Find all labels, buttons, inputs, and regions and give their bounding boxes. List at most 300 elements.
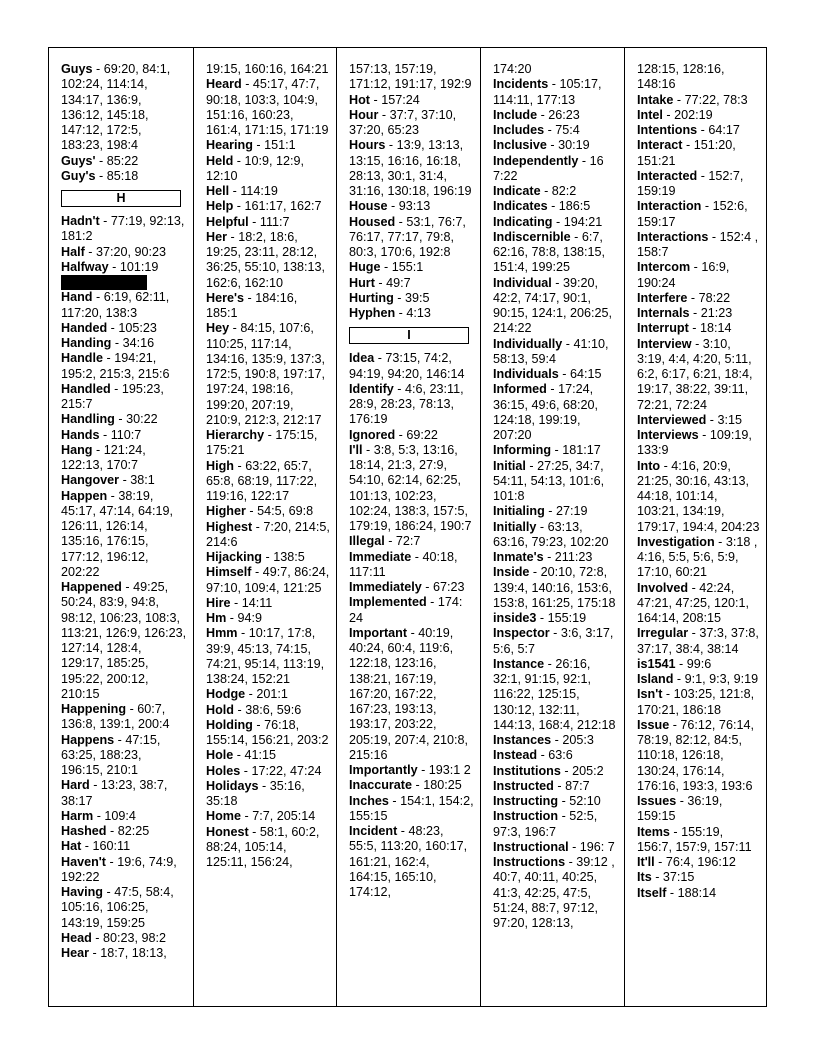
page-references: 138:5 [273,550,305,564]
index-entry: Into - 4:16, 20:9, 21:25, 30:16, 43:13, 44:18, 101:14, 103:21, 134:19, 179:17, 194:4, 204:23 [637,458,760,534]
page-references: 27:19 [555,504,588,519]
page-references: 82:25 [117,824,150,838]
page-references: 3:10, 3:19, 4:4, 4:20, 5:11, 6:2, 6:17, 6:21, 18:4, 19:17, 38:22, 39:11, 72:21, 72:24 [637,336,753,412]
index-term: Indicating [493,214,553,229]
index-term: I'll [349,442,363,457]
index-term: Interviewed [637,412,707,427]
index-entry: Holes - 17:22, 47:24 [206,763,322,778]
index-entry: Home - 7:7, 205:14 [206,809,316,824]
index-term: House [349,199,388,214]
page-references: 194:21, 195:2, 215:3, 215:6 [61,351,170,381]
index-term: Hyphen [349,306,396,320]
index-term: Helpful [206,214,249,229]
page-references: 201:1 [256,687,288,702]
index-entry: Highest - 7:20, 214:5, 214:6 [206,519,330,549]
index-entry: Honest - 58:1, 60:2, 88:24, 105:14, 125:11, 156:24, [206,824,320,869]
index-term: Instance [493,656,545,671]
page-references: 4:16, 20:9, 21:25, 30:16, 43:13, 44:18, 101:14, 103:21, 134:19, 179:17, 194:4, 204:23 [637,458,760,534]
index-entry: Having - 47:5, 58:4, 105:16, 106:25, 143:19, 159:25 [61,885,174,930]
index-entry: Guys' - 85:22 [61,153,139,168]
page-references: 188:14 [677,885,717,900]
page-references: 39:20, 42:2, 74:17, 90:1, 90:15, 124:1, 206:25, 214:22 [493,275,613,336]
index-entry: Includes - 75:4 [493,123,580,137]
page-references: 17:22, 47:24 [251,763,322,778]
index-term: Hole [206,748,234,763]
page-references: 58:1, 60:2, 88:24, 105:14, 125:11, 156:24, [206,824,320,869]
index-entry: Hurt - 49:7 [349,275,411,290]
index-term: Hire [206,595,231,610]
index-entry-continuation: 174:20 [493,62,532,76]
page-references: 18:7, 18:13, [100,946,167,960]
index-term: Investigation [637,534,715,549]
index-entry: Handed - 105:23 [61,320,157,335]
index-term: Intel [637,107,663,122]
page-references: 194:21 [563,214,603,229]
index-entry: Hadn't - 77:19, 92:13, 181:2 [61,214,185,244]
index-term: Hearing [206,138,253,153]
index-entry: Hands - 110:7 [61,427,142,442]
page-references: 77:19, 92:13, 181:2 [61,214,185,244]
index-entry: Inches - 154:1, 154:2, 155:15 [349,793,474,823]
page-references: 76:12, 76:14, 78:19, 82:12, 84:5, 110:18, 126:18, 130:24, 176:14, 176:16, 193:3, 193:6 [637,717,754,793]
page-references: 36:19, 159:15 [637,794,723,824]
page-references: 151:1 [264,138,296,153]
index-term: Handled [61,381,111,396]
redaction-bar [61,275,147,290]
index-term: Hey [206,321,230,336]
index-entry: Interacted - 152:7, 159:19 [637,168,744,198]
index-entry: Hell - 114:19 [206,184,278,198]
page-references: 193:1 2 [428,763,471,777]
index-entry: Hey - 84:15, 107:6, 110:25, 117:14, 134:16, 135:9, 137:3, 172:5, 190:8, 197:17, 197:24, 198:16, 199:20, 207:19, 210:9, 212:3, 212:17 [206,321,326,427]
index-term: Initially [493,519,537,534]
index-entry: Happening - 60:7, 136:8, 139:1, 200:4 [61,702,170,732]
index-term: Holding [206,717,253,732]
index-entry: Informing - 181:17 [493,443,601,458]
page-references: 155:1 [391,260,424,275]
page-references: 103:25, 121:8, 170:21, 186:18 [637,687,755,717]
index-entry: Instructed - 87:7 [493,778,590,793]
page-references: 63:6 [548,748,573,763]
index-entry: Hurting - 39:5 [349,290,430,305]
page-references: 4:13 [406,306,431,320]
index-term: Hot [349,92,370,107]
index-entry: Initial - 27:25, 34:7, 54:11, 54:13, 101:6, 101:8 [493,458,605,503]
index-term: Illegal [349,534,385,549]
index-entry: Guy's - 85:18 [61,168,139,183]
index-term: Handed [61,320,108,335]
page-references: 84:15, 107:6, 110:25, 117:14, 134:16, 135:9, 137:3, 172:5, 190:8, 197:17, 197:24, 198:16, 199:20, 207:19, 210:9, 212:3, 212:17 [206,321,326,427]
index-term: Idea [349,351,375,366]
page-references: 85:18 [106,168,139,183]
page-references: 109:4 [104,808,136,823]
index-term: Happen [61,488,108,503]
index-term: Home [206,809,241,824]
index-entry: Issues - 36:19, 159:15 [637,794,723,824]
page-references: 6:7, 62:16, 78:8, 138:15, 151:4, 199:25 [493,229,606,275]
index-entry: Idea - 73:15, 74:2, 94:19, 94:20, 146:14 [349,351,465,381]
index-entry: Hard - 13:23, 38:7, 38:17 [61,778,168,808]
index-entry: Instructions - 39:12 , 40:7, 40:11, 40:25, 41:3, 42:25, 47:5, 51:24, 88:7, 97:12, 97:20, 128:13, [493,855,615,930]
index-term: Holidays [206,778,259,793]
index-term: Issues [637,794,677,808]
page-references: 16 7:22 [493,153,604,183]
index-term: Hangover [61,473,120,488]
page-references: 154:1, 154:2, 155:15 [349,793,474,823]
index-term: Hat [61,839,82,854]
index-term: Hear [61,946,90,960]
page-references: 19:6, 74:9, 192:22 [61,854,177,884]
index-entry: Hashed - 82:25 [61,824,150,838]
index-entry: Interviewed - 3:15 [637,412,743,427]
index-term: Guys' [61,153,96,168]
index-term: Informing [493,443,552,458]
page-references: 41:15 [244,748,277,763]
index-term: Handle [61,351,103,366]
index-entry: Inmate's - 211:23 [493,550,593,564]
index-entry: Here's - 184:16, 185:1 [206,290,298,320]
index-term: Intentions [637,123,698,137]
index-term: Hard [61,778,90,793]
page-references: 195:23, 215:7 [61,381,164,411]
page-references: 205:3 [562,733,594,747]
page-references: 205:2 [572,763,604,778]
index-entry: Independently - 16 7:22 [493,153,604,183]
index-entry: Handle - 194:21, 195:2, 215:3, 215:6 [61,351,170,381]
index-entry: Investigation - 3:18 , 4:16, 5:5, 5:6, 5:9, 17:10, 60:21 [637,534,758,580]
page-references: 27:25, 34:7, 54:11, 54:13, 101:6, 101:8 [493,458,605,503]
index-term: Instructions [493,855,566,869]
index-entry: Hijacking - 138:5 [206,550,305,564]
index-term: Hashed [61,824,107,838]
index-term: Hadn't [61,214,100,228]
index-entry: Instruction - 52:5, 97:3, 196:7 [493,809,598,839]
index-entry: Interactions - 152:4 , 158:7 [637,229,759,259]
index-term: Its [637,870,652,885]
index-entry: Intentions - 64:17 [637,123,740,137]
page-references: 161:17, 162:7 [244,199,322,214]
page-references: 94:9 [237,611,263,625]
page-references: 69:20, 84:1, 102:24, 114:14, 134:17, 136:9, 136:12, 145:18, 147:12, 172:5, 183:23, 198:4 [61,62,171,153]
index-entry: Indicates - 186:5 [493,199,591,214]
index-entry: Heard - 45:17, 47:7, 90:18, 103:3, 104:9, 151:16, 160:23, 161:4, 171:15, 171:19 [206,77,329,137]
index-term: Head [61,930,92,945]
index-term: Ignored [349,427,396,442]
index-entry: is1541 - 99:6 [637,656,712,671]
index-entry: Happens - 47:15, 63:25, 188:23, 196:15, 210:1 [61,732,161,777]
index-entry: inside3 - 155:19 [493,611,587,625]
index-term: Informed [493,382,547,397]
index-term: Holes [206,763,241,778]
index-term: Half [61,244,85,259]
index-entry: Indicating - 194:21 [493,214,603,229]
index-term: Items [637,824,670,839]
index-term: Identify [349,381,394,396]
index-term: Inside [493,565,530,580]
index-term: Hold [206,702,234,717]
page-references: 152:6, 159:17 [637,199,748,229]
index-entry: Handing - 34:16 [61,336,155,350]
index-term: Initial [493,458,526,473]
index-term: Handling [61,412,115,427]
index-term: Instruction [493,809,559,824]
index-entry: Hierarchy - 175:15, 175:21 [206,428,318,458]
index-term: Island [637,672,674,686]
index-term: Heard [206,77,242,92]
page-references: 21:23 [700,306,733,320]
index-entry: Instructional - 196: 7 [493,839,615,854]
page-references: 3:15 [717,412,743,427]
index-entry: Hold - 38:6, 59:6 [206,702,302,717]
index-term: Isn't [637,687,663,702]
index-entry: Incidents - 105:17, 114:11, 177:13 [493,77,602,107]
index-term: is1541 [637,656,676,671]
index-entry: Held - 10:9, 12:9, 12:10 [206,153,305,183]
index-term: Highest [206,519,253,534]
index-entry: Inclusive - 30:19 [493,138,590,153]
index-entry: Involved - 42:24, 47:21, 47:25, 120:1, 164:14, 208:15 [637,580,750,625]
index-entry: Happen - 38:19, 45:17, 47:14, 64:19, 126:11, 126:14, 135:16, 176:15, 177:12, 196:12, 202:22 [61,488,174,579]
index-entry: Internals - 21:23 [637,306,733,320]
index-entry: Initially - 63:13, 63:16, 79:23, 102:20 [493,519,609,549]
index-entry: Helpful - 111:7 [206,214,290,229]
index-entry: Halfway - 101:19 [61,259,159,274]
page-references: 38:1 [130,473,155,488]
page-references: 101:19 [119,259,159,274]
page-references: 38:6, 59:6 [245,702,302,717]
index-entry: It'll - 76:4, 196:12 [637,855,736,869]
index-entry-continuation: 19:15, 160:16, 164:21 [206,62,329,76]
index-entry: Huge - 155:1 [349,260,424,275]
index-term: Happens [61,732,115,747]
index-entry: Help - 161:17, 162:7 [206,199,322,214]
index-entry: Interrupt - 18:14 [637,321,732,336]
index-entry: Hearing - 151:1 [206,138,296,153]
page-references: 7:20, 214:5, 214:6 [206,519,330,549]
index-entry: Holding - 76:18, 155:14, 156:21, 203:2 [206,717,329,747]
index-entry: Intercom - 16:9, 190:24 [637,260,730,290]
page-references: 152:4 , 158:7 [637,229,759,259]
index-term: Intercom [637,260,691,275]
page-references: 47:5, 58:4, 105:16, 106:25, 143:19, 159:25 [61,885,174,930]
index-entry: Implemented - 174: 24 [349,595,463,625]
page-references: 67:23 [433,580,465,594]
index-entry: Handling - 30:22 [61,412,158,427]
page-references: 38:19, 45:17, 47:14, 64:19, 126:11, 126:14, 135:16, 176:15, 177:12, 196:12, 202:22 [61,488,174,579]
index-term: Hand [61,290,93,305]
index-entry: Indiscernible - 6:7, 62:16, 78:8, 138:15, 151:4, 199:25 [493,229,606,275]
page-references: 48:23, 55:5, 113:20, 160:17, 161:21, 162:4, 164:15, 165:10, 174:12, [349,824,468,899]
index-term: Guy's [61,168,96,183]
index-term: Interfere [637,290,688,305]
index-term: Individual [493,275,552,290]
index-term: Independently [493,153,579,168]
page-references: 30:19 [558,138,590,153]
page-references: 35:16, 35:18 [206,778,305,808]
page-references: 105:23 [118,320,157,335]
index-entry: Higher - 54:5, 69:8 [206,504,314,519]
index-term: High [206,458,234,473]
index-entry: Hodge - 201:1 [206,687,288,702]
index-term: Instructing [493,794,559,808]
page-references: 3:8, 5:3, 13:16, 18:14, 21:3, 27:9, 54:10, 62:14, 62:25, 101:13, 102:23, 102:24, 138:3, 157:5, 179:19, 186:24, 190:7 [349,442,472,533]
index-entry: Hour - 37:7, 37:10, 37:20, 65:23 [349,107,457,137]
page-references: 17:24, 36:15, 49:6, 68:20, 124:18, 199:19, 207:20 [493,382,599,442]
page-references: 99:6 [686,656,712,671]
index-term: Hierarchy [206,428,265,442]
page-references: 114:19 [240,184,278,198]
index-page-frame [48,47,767,1007]
index-term: Interaction [637,199,702,214]
index-entry: Immediate - 40:18, 117:11 [349,549,458,579]
index-term: Institutions [493,763,561,778]
index-entry: Hyphen - 4:13 [349,306,431,320]
page-references: 155:19 [547,611,587,625]
index-entry: Interfere - 78:22 [637,290,731,305]
page-references: 76:18, 155:14, 156:21, 203:2 [206,717,329,747]
index-entry: Hangover - 38:1 [61,473,155,488]
page-references: 37:7, 37:10, 37:20, 65:23 [349,107,457,137]
index-entry: Intel - 202:19 [637,107,713,122]
page-references: 121:24, 122:13, 170:7 [61,442,146,472]
index-term: Hurting [349,290,394,305]
page-references: 76:4, 196:12 [665,855,736,869]
index-term: Internals [637,306,690,320]
index-term: Hm [206,611,227,625]
page-references: 26:23 [548,107,580,122]
page-references: 196: 7 [579,839,615,854]
page-references: 60:7, 136:8, 139:1, 200:4 [61,702,170,732]
page-references: 18:14 [699,321,732,336]
page-references: 10:9, 12:9, 12:10 [206,153,305,183]
index-entry: Hang - 121:24, 122:13, 170:7 [61,442,146,472]
page-references: 18:2, 18:6, 19:25, 23:11, 28:12, 36:25, 55:10, 138:13, 162:6, 162:10 [206,229,326,290]
page-references: 6:19, 62:11, 117:20, 138:3 [61,290,170,320]
index-term: Issue [637,717,670,732]
index-entry: Interact - 151:20, 151:21 [637,138,736,168]
index-entry-continuation: 128:15, 128:16, 148:16 [637,62,725,92]
index-term: Itself [637,885,667,900]
index-term: Interrupt [637,321,689,336]
page-references: 73:15, 74:2, 94:19, 94:20, 146:14 [349,351,465,381]
index-entry: Island - 9:1, 9:3, 9:19 [637,672,759,686]
index-entry: Individual - 39:20, 42:2, 74:17, 90:1, 90:15, 124:1, 206:25, 214:22 [493,275,613,336]
page-references: 82:2 [551,184,577,198]
index-entry: Inside - 20:10, 72:8, 139:4, 140:16, 153:6, 153:8, 161:25, 175:18 [493,565,616,610]
page-references: 16:9, 190:24 [637,260,730,290]
index-entry: Inaccurate - 180:25 [349,778,462,793]
page-references: 39:5 [404,290,430,305]
page-references: 211:23 [554,550,593,564]
index-term: Himself [206,565,252,580]
index-entry: Her - 18:2, 18:6, 19:25, 23:11, 28:12, 36:25, 55:10, 138:13, 162:6, 162:10 [206,229,326,290]
page-references: 63:22, 65:7, 65:8, 68:19, 117:22, 119:16, 122:17 [206,458,318,503]
page-references: 52:10 [569,794,601,808]
index-term: Incident [349,824,398,838]
page-references: 13:23, 38:7, 38:17 [61,778,168,808]
page-references: 157:24 [381,92,420,107]
index-entry: Instance - 26:16, 32:1, 91:15, 92:1, 116:22, 125:15, 130:12, 132:11, 144:13, 168:4, 212:18 [493,656,616,732]
index-term: It'll [637,855,655,869]
page-references: 37:15 [662,870,695,885]
page-references: 49:7 [386,275,411,290]
index-entry: Interviews - 109:19, 133:9 [637,428,752,458]
page-references: 155:19, 156:7, 157:9, 157:11 [637,824,752,854]
index-entry: Haven't - 19:6, 74:9, 192:22 [61,854,177,884]
index-column-4 [480,48,624,1006]
index-term: Inches [349,793,389,808]
index-term: Hour [349,107,379,122]
page-references: 52:5, 97:3, 196:7 [493,809,598,839]
page-references: 69:22 [406,427,438,442]
page-references: 186:5 [558,199,591,214]
index-entry: Handled - 195:23, 215:7 [61,381,164,411]
index-term: Halfway [61,259,109,274]
index-term: Huge [349,260,381,275]
page-references: 54:5, 69:8 [257,504,314,519]
section-letter-heading: I [349,327,469,344]
index-entry: Issue - 76:12, 76:14, 78:19, 82:12, 84:5, 110:18, 126:18, 130:24, 176:14, 176:16, 193:3, 193:6 [637,717,754,793]
index-entry: Immediately - 67:23 [349,580,465,594]
page-references: 45:17, 47:7, 90:18, 103:3, 104:9, 151:16, 160:23, 161:4, 171:15, 171:19 [206,77,329,137]
page-references: 42:24, 47:21, 47:25, 120:1, 164:14, 208:15 [637,580,750,625]
index-term: Interact [637,138,683,153]
page-references: 75:4 [555,123,580,137]
index-term: Inaccurate [349,778,412,793]
index-entry: House - 93:13 [349,199,431,214]
page-references: 180:25 [423,778,462,793]
index-term: Individuals [493,367,559,381]
index-term: Hours [349,138,386,153]
index-term: Immediately [349,580,422,594]
index-term: Inmate's [493,550,544,564]
index-entry: Hand - 6:19, 62:11, 117:20, 138:3 [61,290,170,320]
index-entry: Isn't - 103:25, 121:8, 170:21, 186:18 [637,687,755,717]
index-term: Happened [61,580,122,594]
page-references: 105:17, 114:11, 177:13 [493,77,602,107]
page-references: 85:22 [106,153,139,168]
index-entry: High - 63:22, 65:7, 65:8, 68:19, 117:22, 119:16, 122:17 [206,458,318,503]
index-entry: Hmm - 10:17, 17:8, 39:9, 45:13, 74:15, 74:21, 95:14, 113:19, 138:24, 152:21 [206,626,325,686]
index-term: Hmm [206,626,238,641]
page-references: 72:7 [395,534,421,549]
index-term: Incidents [493,77,549,92]
index-term: Her [206,229,227,244]
page-references: 87:7 [565,778,590,793]
index-entry: Items - 155:19, 156:7, 157:9, 157:11 [637,824,752,854]
index-term: Guys [61,62,93,76]
index-entry: Hot - 157:24 [349,92,420,107]
page-references: 13:9, 13:13, 13:15, 16:16, 16:18, 28:13, 30:1, 31:4, 31:16, 130:18, 196:19 [349,138,472,198]
index-term: Instances [493,733,552,747]
page-references: 63:13, 63:16, 79:23, 102:20 [493,519,609,549]
index-term: Interview [637,336,692,351]
index-term: Honest [206,824,249,839]
index-term: Hell [206,184,230,198]
index-entry: Illegal - 72:7 [349,534,421,549]
index-term: Immediate [349,549,412,564]
index-term: Having [61,885,103,899]
index-term: Happening [61,702,127,716]
redacted-entry [61,275,187,290]
index-column-5 [624,48,766,1006]
index-term: Includes [493,123,545,137]
index-entry: Its - 37:15 [637,870,695,885]
page-references: 4:6, 23:11, 28:9, 28:23, 78:13, 176:19 [349,381,464,427]
index-column-3 [336,48,480,1006]
index-term: Handing [61,336,112,350]
index-term: Include [493,107,538,122]
